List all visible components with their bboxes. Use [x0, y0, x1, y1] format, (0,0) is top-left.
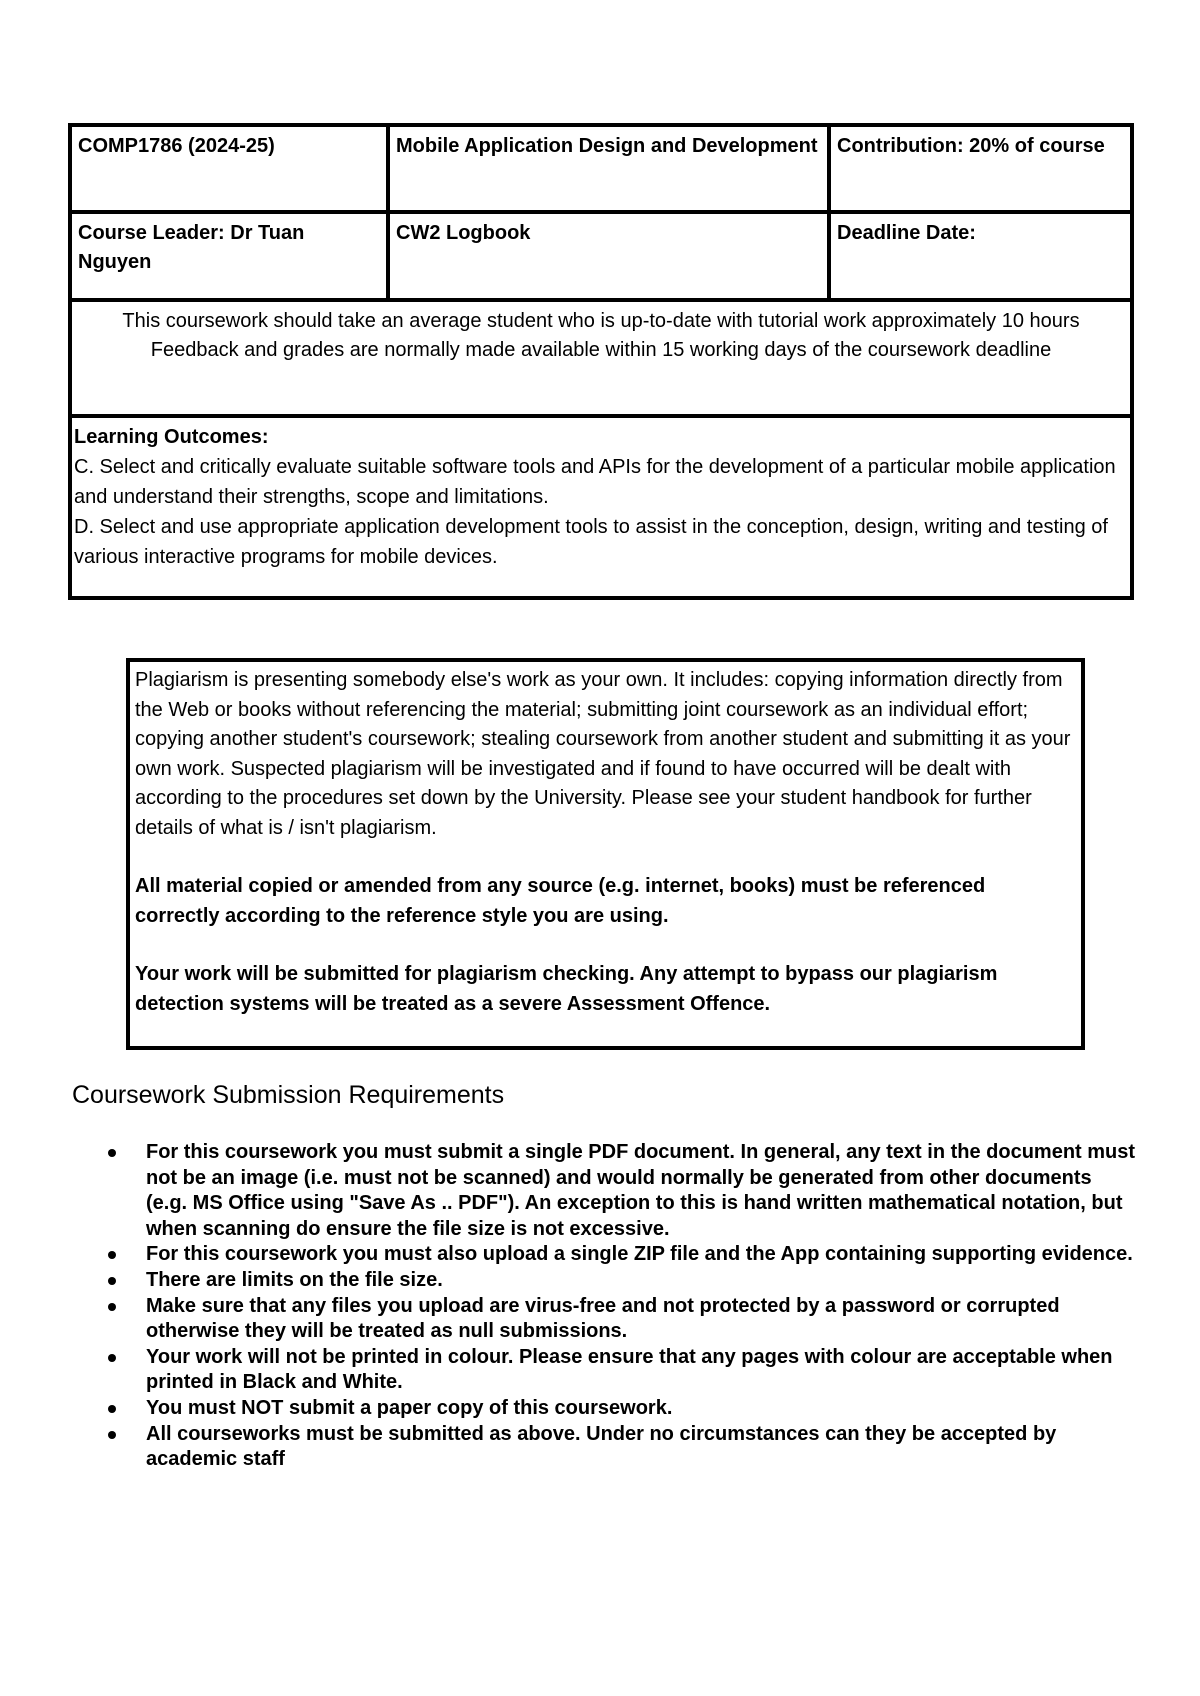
assignment-name-cell: CW2 Logbook [390, 214, 831, 298]
course-info-table [68, 123, 1134, 600]
course-code-cell: COMP1786 (2024-25) [72, 127, 390, 210]
bullet-icon [108, 1277, 116, 1285]
contribution-cell: Contribution: 20% of course [837, 135, 1105, 157]
feedback-text: Feedback and grades are normally made available within 15 working days of the coursework deadline [150, 339, 1052, 361]
course-leader-cell: Course Leader: Dr Tuan Nguyen [72, 214, 390, 298]
learning-outcomes-row [72, 418, 1130, 596]
list-item-text: All courseworks must be submitted as above. Under no circumstances can they be accepted by academic staff [146, 1422, 1057, 1471]
requirements-list [106, 1140, 1136, 1473]
bullet-icon [108, 1251, 116, 1259]
list-item [106, 1345, 1136, 1396]
list-item [106, 1396, 1136, 1422]
list-item-text: For this coursework you must submit a single PDF document. In general, any text in the document must not be an image (i.e. must not be scanned) and would normally be generated from other documents (e.g. MS Office using "Save As .. PDF"). An exception to this is hand written mathematical notation, but when scanning do ensure the file size is not excessive. [146, 1141, 1136, 1240]
bullet-icon [108, 1303, 116, 1311]
list-item [106, 1268, 1136, 1294]
list-item-text: Make sure that any files you upload are virus-free and not protected by a password or corrupted otherwise they will be treated as null submissions. [146, 1294, 1060, 1343]
plagiarism-notice-box [126, 658, 1085, 1050]
learning-outcome-c: C. Select and critically evaluate suitable software tools and APIs for the development of a particular mobile application and understand their strengths, scope and limitations. [74, 456, 1116, 508]
workload-text: This coursework should take an average student who is up-to-date with tutorial work approximately 10 hours [122, 310, 1080, 332]
bullet-icon [108, 1354, 116, 1362]
plagiarism-check-notice: Your work will be submitted for plagiarism checking. Any attempt to bypass our plagiarism detection systems will be treated as a severe Assessment Offence. [135, 963, 998, 1015]
list-item [106, 1294, 1136, 1345]
learning-outcome-d: D. Select and use appropriate application development tools to assist in the conception, design, writing and testing of various interactive programs for mobile devices. [74, 516, 1108, 568]
list-item-text: You must NOT submit a paper copy of this coursework. [146, 1396, 673, 1419]
table-row [72, 214, 1130, 302]
bullet-icon [108, 1431, 116, 1439]
referencing-notice: All material copied or amended from any source (e.g. internet, books) must be referenced correctly according to the reference style you are using. [135, 875, 986, 927]
bullet-icon [108, 1405, 116, 1413]
deadline-cell: Deadline Date: [837, 222, 976, 244]
list-item [106, 1140, 1136, 1242]
plagiarism-paragraph: Plagiarism is presenting somebody else's work as your own. It includes: copying information directly from the Web or books without referencing the material; submitting joint coursework as an individual effort; copying another student's coursework; stealing coursework from another student and submitting it as your own work. Suspected plagiarism will be investigated and if found to have occurred will be dealt with according to the procedures set down by the University. Please see your student handbook for further details of what is / isn't plagiarism. [135, 669, 1071, 839]
table-row [72, 127, 1130, 214]
requirements-heading: Coursework Submission Requirements [72, 1081, 505, 1109]
list-item-text: For this coursework you must also upload a single ZIP file and the App containing supporting evidence. [146, 1243, 1133, 1266]
list-item-text: There are limits on the file size. [146, 1268, 443, 1291]
list-item-text: Your work will not be printed in colour. Please ensure that any pages with colour are acceptable when printed in Black and White. [146, 1345, 1113, 1394]
bullet-icon [108, 1149, 116, 1157]
list-item [106, 1422, 1136, 1473]
workload-info-row [72, 302, 1130, 418]
learning-outcomes-title: Learning Outcomes: [74, 426, 269, 448]
list-item [106, 1242, 1136, 1268]
course-title-cell: Mobile Application Design and Development [390, 127, 831, 210]
